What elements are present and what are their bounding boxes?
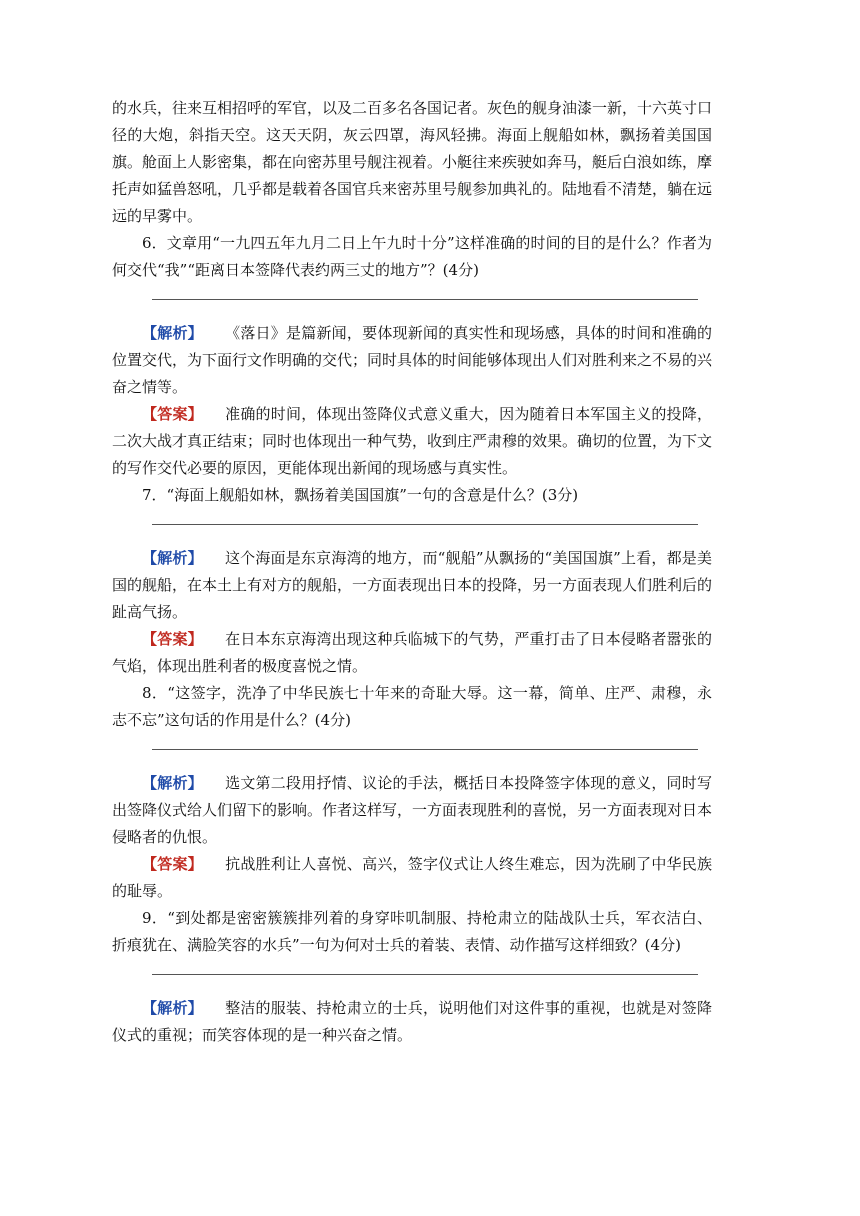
- question-9: 9．“到处都是密密簇簇排列着的身穿咔叽制服、持枪肃立的陆战队士兵，军衣洁白、折痕犹在、满脸笑容的水兵”一句为何对士兵的着装、表情、动作描写这样细致？(4分): [112, 909, 712, 954]
- answer-7: [112, 626, 712, 680]
- analysis-7: [112, 545, 712, 626]
- answer-blank-6: [152, 284, 712, 311]
- answer-text: 抗战胜利让人喜悦、高兴，签字仪式让人终生难忘，因为洗刷了中华民族的耻辱。: [112, 855, 712, 900]
- analysis-8: [112, 770, 712, 851]
- analysis-text: 整洁的服装、持枪肃立的士兵，说明他们对这件事的重视，也就是对签降仪式的重视；而笑容体现的是一种兴奋之情。: [112, 999, 712, 1044]
- analysis-text: 《落日》是篇新闻，要体现新闻的真实性和现场感，具体的时间和准确的位置交代，为下面行文作明确的交代；同时具体的时间能够体现出人们对胜利来之不易的兴奋之情等。: [112, 324, 713, 396]
- answer-label: 【答案】: [142, 855, 203, 873]
- passage-tail: 的水兵，往来互相招呼的军官，以及二百多名各国记者。灰色的舰身油漆一新，十六英寸口径的大炮，斜指天空。这天天阴，灰云四罩，海风轻拂。海面上舰船如林，飘扬着美国国旗。舱面上人影密集，都在向密苏里号舰注视着。小艇往来疾驶如奔马，艇后白浪如练，摩托声如猛兽怒吼，几乎都是载着各国官兵来密苏里号舰参加典礼的。陆地看不清楚，躺在远远的早雾中。: [112, 99, 713, 225]
- page-content: [112, 95, 712, 1049]
- analysis-text: 这个海面是东京海湾的地方，而“舰船”从飘扬的“美国国旗”上看，都是美国的舰船，在本土上有对方的舰船，一方面表现出日本的投降，另一方面表现人们胜利后的趾高气扬。: [112, 549, 713, 621]
- answer-rule: [152, 524, 698, 525]
- question-7: 7．“海面上舰船如林，飘扬着美国国旗”一句的含意是什么？(3分): [142, 486, 579, 504]
- answer-label: 【答案】: [142, 630, 203, 648]
- question-8: 8．“这签字，洗净了中华民族七十年来的奇耻大辱。这一幕，简单、庄严、肃穆，永志不忘”这句话的作用是什么？(4分): [112, 684, 712, 729]
- answer-rule: [152, 974, 698, 975]
- analysis-text: 选文第二段用抒情、议论的手法，概括日本投降签字体现的意义，同时写出签降仪式给人们留下的影响。作者这样写，一方面表现胜利的喜悦，另一方面表现对日本侵略者的仇恨。: [112, 774, 713, 846]
- analysis-label: 【解析】: [142, 999, 203, 1017]
- analysis-9: [112, 995, 712, 1049]
- answer-8: [112, 851, 712, 905]
- analysis-6: [112, 320, 712, 401]
- answer-label: 【答案】: [142, 405, 203, 423]
- analysis-label: 【解析】: [142, 549, 203, 567]
- answer-blank-7: [152, 509, 712, 536]
- answer-rule: [152, 299, 698, 300]
- analysis-label: 【解析】: [142, 324, 203, 342]
- answer-rule: [152, 749, 698, 750]
- question-6: 6．文章用“一九四五年九月二日上午九时十分”这样准确的时间的目的是什么？作者为何交代“我”“距离日本签降代表约两三丈的地方”？(4分): [112, 234, 712, 279]
- answer-6: [112, 401, 712, 482]
- analysis-label: 【解析】: [142, 774, 203, 792]
- answer-blank-8: [152, 734, 712, 761]
- answer-text: 准确的时间，体现出签降仪式意义重大，因为随着日本军国主义的投降，二次大战才真正结束；同时也体现出一种气势，收到庄严肃穆的效果。确切的位置，为下文的写作交代必要的原因，更能体现出新闻的现场感与真实性。: [112, 405, 713, 477]
- answer-text: 在日本东京海湾出现这种兵临城下的气势，严重打击了日本侵略者嚣张的气焰，体现出胜利者的极度喜悦之情。: [112, 630, 712, 675]
- answer-blank-9: [152, 959, 712, 986]
